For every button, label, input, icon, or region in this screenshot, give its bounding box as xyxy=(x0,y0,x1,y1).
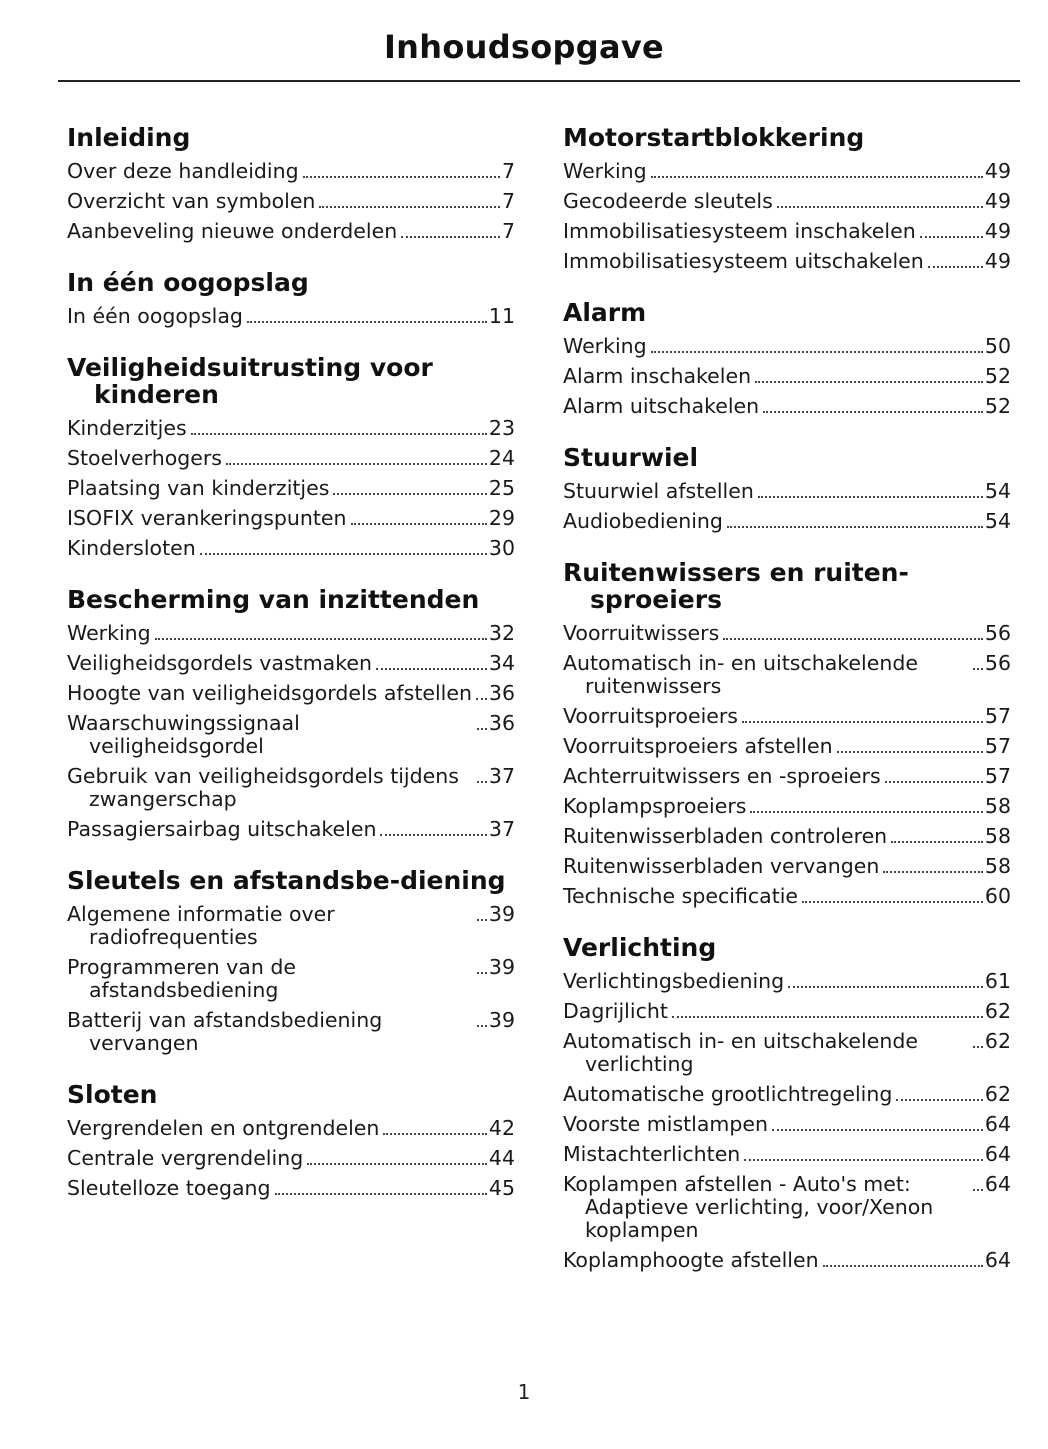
toc-entry[interactable] xyxy=(563,247,1011,277)
toc-section-veiligheidsuitrusting-voor-kinderen xyxy=(67,354,515,564)
toc-entry-label: Automatische grootlichtregeling xyxy=(563,1082,893,1106)
toc-entry[interactable] xyxy=(67,444,515,474)
dot-leader xyxy=(727,526,983,528)
toc-entry-page: 61 xyxy=(984,969,1011,993)
toc-section-stuurwiel xyxy=(563,444,1011,537)
toc-entry[interactable] xyxy=(563,967,1011,997)
toc-entry[interactable] xyxy=(67,900,515,953)
toc-entry-label: Technische specificatie xyxy=(563,884,799,908)
dot-leader xyxy=(200,553,487,555)
section-heading: Veiligheidsuitrusting voor kinderen xyxy=(67,353,433,409)
toc-entry-page: 52 xyxy=(984,394,1011,418)
toc-entry-label: Voorruitsproeiers afstellen xyxy=(563,734,833,758)
dot-leader xyxy=(191,433,487,435)
toc-entry-page: 60 xyxy=(984,884,1011,908)
toc-entry[interactable] xyxy=(563,507,1011,537)
toc-entry[interactable] xyxy=(67,1144,515,1174)
toc-entry-label: Passagiersairbag uitschakelen xyxy=(67,817,377,841)
toc-section-in-een-oogopslag xyxy=(67,269,515,332)
dot-leader xyxy=(885,781,983,783)
page-number: 1 xyxy=(517,1380,531,1404)
dot-leader xyxy=(477,1025,487,1027)
toc-entry-label: Ruitenwisserbladen vervangen xyxy=(563,854,880,878)
toc-entry-label: Hoogte van veiligheidsgordels afstellen xyxy=(67,681,472,705)
toc-right-column xyxy=(563,124,1011,1298)
dot-leader xyxy=(883,871,983,873)
toc-entry-page: 64 xyxy=(984,1172,1011,1196)
toc-entry-page: 32 xyxy=(488,621,515,645)
toc-entry[interactable] xyxy=(67,953,515,1006)
toc-left-column xyxy=(67,124,515,1226)
toc-section-sleutels-en-afstandsbe-diening xyxy=(67,867,515,1059)
toc-entry-label: Stoelverhogers xyxy=(67,446,222,470)
toc-entry[interactable] xyxy=(67,504,515,534)
dot-leader xyxy=(307,1163,487,1165)
toc-entry-page: 62 xyxy=(984,999,1011,1023)
toc-entry[interactable] xyxy=(563,1110,1011,1140)
dot-leader xyxy=(742,721,983,723)
title-divider xyxy=(58,80,1020,82)
toc-entry-label: Automatisch in- en uitschakelende verlichting xyxy=(563,1029,918,1076)
dot-leader xyxy=(351,523,487,525)
toc-entry[interactable] xyxy=(67,474,515,504)
toc-entry[interactable] xyxy=(563,217,1011,247)
toc-entry[interactable] xyxy=(67,187,515,217)
toc-entry-page: 58 xyxy=(984,824,1011,848)
toc-section-sloten xyxy=(67,1081,515,1204)
dot-leader xyxy=(750,811,982,813)
dot-leader xyxy=(837,751,983,753)
section-heading: Sloten xyxy=(67,1080,158,1109)
toc-entry[interactable] xyxy=(563,732,1011,762)
toc-entry-page: 56 xyxy=(984,621,1011,645)
toc-entry[interactable] xyxy=(67,157,515,187)
toc-entry-label: Sleutelloze toegang xyxy=(67,1176,271,1200)
toc-entry[interactable] xyxy=(67,679,515,709)
toc-section-ruitenwissers-en-ruiten-sproeiers xyxy=(563,559,1011,912)
dot-leader xyxy=(973,1046,983,1048)
toc-entry[interactable] xyxy=(563,702,1011,732)
toc-entry[interactable] xyxy=(563,392,1011,422)
dot-leader xyxy=(928,266,983,268)
toc-entry-page: 50 xyxy=(984,334,1011,358)
toc-entry[interactable] xyxy=(67,709,515,762)
dot-leader xyxy=(651,351,983,353)
dot-leader xyxy=(477,728,487,730)
toc-entry-label: Programmeren van de afstandsbediening xyxy=(67,955,297,1002)
toc-entry-page: 49 xyxy=(984,249,1011,273)
toc-section-bescherming-van-inzittenden xyxy=(67,586,515,845)
dot-leader xyxy=(763,411,983,413)
dot-leader xyxy=(477,919,487,921)
toc-entry-label: Kinderzitjes xyxy=(67,416,187,440)
toc-entry-page: 36 xyxy=(488,681,515,705)
section-heading: Stuurwiel xyxy=(563,443,699,472)
toc-entry-label: Overzicht van symbolen xyxy=(67,189,316,213)
section-heading: Ruitenwissers en ruiten-sproeiers xyxy=(563,558,909,614)
toc-entry[interactable] xyxy=(67,302,515,332)
dot-leader xyxy=(755,381,983,383)
toc-entry-label: Over deze handleiding xyxy=(67,159,299,183)
toc-entry[interactable] xyxy=(67,815,515,845)
toc-entry[interactable] xyxy=(67,649,515,679)
toc-entry-page: 39 xyxy=(488,955,515,979)
toc-entry-page: 54 xyxy=(984,509,1011,533)
toc-section-alarm xyxy=(563,299,1011,422)
toc-entry[interactable] xyxy=(563,1140,1011,1170)
toc-entry-page: 62 xyxy=(984,1029,1011,1053)
toc-entry[interactable] xyxy=(67,1114,515,1144)
toc-section-inleiding xyxy=(67,124,515,247)
dot-leader xyxy=(303,176,500,178)
toc-entry-label: Kindersloten xyxy=(67,536,196,560)
toc-entry-page: 64 xyxy=(984,1112,1011,1136)
page-title: Inhoudsopgave xyxy=(383,28,665,66)
toc-entry-label: Aanbeveling nieuwe onderdelen xyxy=(67,219,398,243)
toc-entry-label: Voorste mistlampen xyxy=(563,1112,769,1136)
toc-entry-label: Centrale vergrendeling xyxy=(67,1146,304,1170)
toc-entry-page: 7 xyxy=(501,159,515,183)
toc-entry-page: 56 xyxy=(984,651,1011,675)
toc-entry-page: 7 xyxy=(501,219,515,243)
toc-entry-page: 62 xyxy=(984,1082,1011,1106)
toc-entry-label: Automatisch in- en uitschakelende ruitenwissers xyxy=(563,651,918,698)
dot-leader xyxy=(275,1193,487,1195)
toc-entry[interactable] xyxy=(67,762,515,815)
toc-entry-label: Voorruitwissers xyxy=(563,621,720,645)
dot-leader xyxy=(973,668,983,670)
dot-leader xyxy=(383,1133,487,1135)
dot-leader xyxy=(802,901,983,903)
section-heading: Sleutels en afstandsbe-diening xyxy=(67,866,506,895)
toc-entry-label: Batterij van afstandsbediening vervangen xyxy=(67,1008,383,1055)
toc-entry-label: Dagrijlicht xyxy=(563,999,668,1023)
toc-entry-label: Gecodeerde sleutels xyxy=(563,189,773,213)
toc-entry-label: Stuurwiel afstellen xyxy=(563,479,754,503)
toc-entry-label: Algemene informatie over radiofrequenties xyxy=(67,902,335,949)
dot-leader xyxy=(891,841,983,843)
toc-entry-label: Audiobediening xyxy=(563,509,723,533)
toc-entry[interactable] xyxy=(563,649,1011,702)
toc-entry-label: Werking xyxy=(563,159,647,183)
dot-leader xyxy=(973,1189,983,1191)
toc-entry-page: 58 xyxy=(984,794,1011,818)
toc-entry-page: 49 xyxy=(984,189,1011,213)
toc-entry[interactable] xyxy=(563,1027,1011,1080)
dot-leader xyxy=(477,972,487,974)
dot-leader xyxy=(476,698,487,700)
dot-leader xyxy=(920,236,983,238)
toc-entry-page: 57 xyxy=(984,704,1011,728)
toc-entry-label: Vergrendelen en ontgrendelen xyxy=(67,1116,380,1140)
dot-leader xyxy=(333,493,486,495)
toc-entry-page: 30 xyxy=(488,536,515,560)
section-heading: Alarm xyxy=(563,298,647,327)
dot-leader xyxy=(896,1099,983,1101)
dot-leader xyxy=(401,236,500,238)
toc-entry[interactable] xyxy=(563,332,1011,362)
toc-entry-page: 34 xyxy=(488,651,515,675)
toc-entry[interactable] xyxy=(67,414,515,444)
toc-entry[interactable] xyxy=(563,619,1011,649)
toc-entry-label: Alarm uitschakelen xyxy=(563,394,760,418)
toc-entry-label: Gebruik van veiligheidsgordels tijdens zwangerschap xyxy=(67,764,459,811)
dot-leader xyxy=(380,834,486,836)
toc-entry-page: 64 xyxy=(984,1142,1011,1166)
toc-entry-label: Koplamphoogte afstellen xyxy=(563,1248,819,1272)
toc-entry[interactable] xyxy=(67,1174,515,1204)
toc-entry-page: 37 xyxy=(488,764,515,788)
toc-entry-page: 44 xyxy=(488,1146,515,1170)
toc-entry-label: Koplampsproeiers xyxy=(563,794,747,818)
toc-entry-label: Verlichtingsbediening xyxy=(563,969,785,993)
toc-entry-page: 64 xyxy=(984,1248,1011,1272)
toc-entry-label: Mistachterlichten xyxy=(563,1142,741,1166)
dot-leader xyxy=(155,638,487,640)
toc-entry[interactable] xyxy=(563,157,1011,187)
dot-leader xyxy=(723,638,983,640)
toc-entry-label: Werking xyxy=(563,334,647,358)
dot-leader xyxy=(777,206,983,208)
section-heading: Motorstartblokkering xyxy=(563,123,865,152)
toc-entry[interactable] xyxy=(563,762,1011,792)
dot-leader xyxy=(823,1265,983,1267)
toc-entry-page: 57 xyxy=(984,734,1011,758)
toc-entry[interactable] xyxy=(563,852,1011,882)
toc-entry[interactable] xyxy=(563,1170,1011,1246)
toc-entry[interactable] xyxy=(563,1246,1011,1276)
toc-entry-page: 42 xyxy=(488,1116,515,1140)
dot-leader xyxy=(744,1159,983,1161)
toc-entry-page: 52 xyxy=(984,364,1011,388)
toc-entry[interactable] xyxy=(67,1006,515,1059)
toc-entry[interactable] xyxy=(563,792,1011,822)
toc-entry-label: Waarschuwingssignaal veiligheidsgordel xyxy=(67,711,300,758)
toc-entry-label: Veiligheidsgordels vastmaken xyxy=(67,651,372,675)
toc-entry[interactable] xyxy=(563,187,1011,217)
section-heading: In één oogopslag xyxy=(67,268,309,297)
toc-entry-label: Voorruitsproeiers xyxy=(563,704,738,728)
toc-entry-page: 29 xyxy=(488,506,515,530)
toc-entry[interactable] xyxy=(67,534,515,564)
toc-entry-page: 54 xyxy=(984,479,1011,503)
toc-entry-label: Immobilisatiesysteem inschakelen xyxy=(563,219,916,243)
toc-entry-label: Immobilisatiesysteem uitschakelen xyxy=(563,249,924,273)
toc-entry-page: 36 xyxy=(488,711,515,735)
toc-entry-page: 37 xyxy=(488,817,515,841)
dot-leader xyxy=(477,781,487,783)
dot-leader xyxy=(788,986,983,988)
toc-entry[interactable] xyxy=(563,882,1011,912)
toc-entry-page: 7 xyxy=(501,189,515,213)
toc-entry-label: In één oogopslag xyxy=(67,304,243,328)
dot-leader xyxy=(376,668,487,670)
toc-entry-page: 57 xyxy=(984,764,1011,788)
dot-leader xyxy=(226,463,487,465)
toc-entry-label: Werking xyxy=(67,621,151,645)
toc-entry[interactable] xyxy=(563,477,1011,507)
toc-section-motorstartblokkering xyxy=(563,124,1011,277)
toc-entry[interactable] xyxy=(563,362,1011,392)
toc-section-verlichting xyxy=(563,934,1011,1276)
toc-entry-label: Alarm inschakelen xyxy=(563,364,752,388)
dot-leader xyxy=(247,321,487,323)
toc-entry[interactable] xyxy=(67,217,515,247)
toc-entry-label: ISOFIX verankeringspunten xyxy=(67,506,347,530)
toc-entry-page: 39 xyxy=(488,902,515,926)
dot-leader xyxy=(772,1129,983,1131)
toc-entry-page: 11 xyxy=(488,304,515,328)
section-heading: Verlichting xyxy=(563,933,717,962)
dot-leader xyxy=(319,206,500,208)
toc-entry-label: Koplampen afstellen - Auto's met: Adaptieve verlichting, voor/Xenon koplampen xyxy=(563,1172,934,1242)
toc-entry-label: Achterruitwissers en -sproeiers xyxy=(563,764,881,788)
toc-entry-page: 49 xyxy=(984,159,1011,183)
toc-entry[interactable] xyxy=(563,822,1011,852)
dot-leader xyxy=(758,496,983,498)
dot-leader xyxy=(651,176,983,178)
toc-entry-page: 45 xyxy=(488,1176,515,1200)
toc-entry-page: 23 xyxy=(488,416,515,440)
dot-leader xyxy=(672,1016,983,1018)
section-heading: Bescherming van inzittenden xyxy=(67,585,480,614)
toc-entry-page: 58 xyxy=(984,854,1011,878)
toc-entry-page: 24 xyxy=(488,446,515,470)
toc-entry-page: 39 xyxy=(488,1008,515,1032)
toc-entry-label: Plaatsing van kinderzitjes xyxy=(67,476,330,500)
section-heading: Inleiding xyxy=(67,123,191,152)
toc-entry-label: Ruitenwisserbladen controleren xyxy=(563,824,888,848)
toc-entry[interactable] xyxy=(563,997,1011,1027)
toc-entry[interactable] xyxy=(563,1080,1011,1110)
toc-entry-page: 25 xyxy=(488,476,515,500)
toc-entry[interactable] xyxy=(67,619,515,649)
toc-entry-page: 49 xyxy=(984,219,1011,243)
